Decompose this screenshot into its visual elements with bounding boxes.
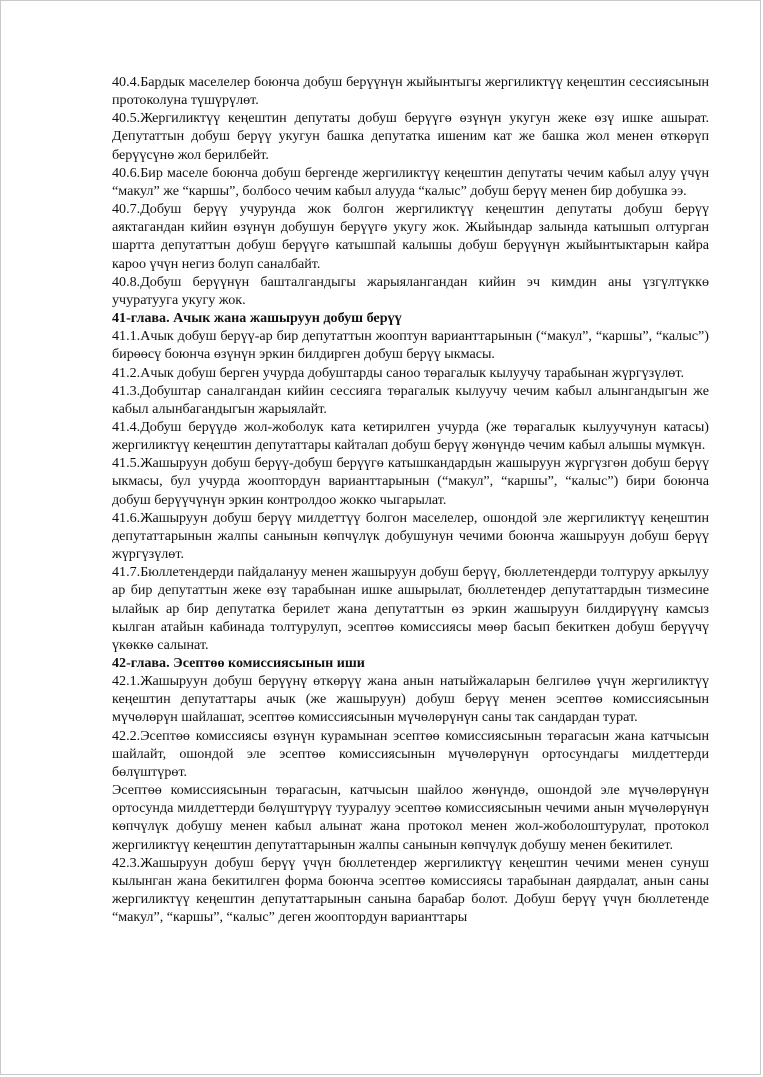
paragraph-40-4: 40.4.Бардык маселелер боюнча добуш берүүнүн жыйынтыгы жергиликтүү кеңештин сессиясынын протоколуна түшүрүлөт. [112,74,709,109]
paragraph-42-2: 42.2.Эсептөө комиссиясы өзүнүн курамынан эсептөө комиссиясынын төрагасын жана катчысын шайлайт, ошондой эле эсептөө комиссиясынын мүчөлөрүнүн ортосундагы милдеттерди бөлүштүрөт. [112,727,709,780]
paragraph-42-1: 42.1.Жашыруун добуш берүүнү өткөрүү жана анын натыйжаларын белгилөө үчүн жергиликтүү кеңештин депутаттары ачык (же жашыруун) добуш берүү менен эсептөө комиссиясынын мүчөлөрүн шайлашат, эсептөө комиссиясынын мүчөлөрүнүн саны так сандардан турат. [112,673,709,726]
paragraph-41-7: 41.7.Бюллетендерди пайдалануу менен жашыруун добуш берүү, бюллетендерди толтуруу аркылуу ар бир депутаттын жеке өзү тарабынан ишке ашырылат, бюллетендер депутаттардын тизмесине ылайык ар бир депутатка берилет жана депутаттын өз эркин жашыруун билдирүүнү камсыз кылган атайын кабинада толтурулуп, эсептөө комиссиясы мөөр басып бекиткен добуш берүүчү үкөккө салынат. [112,564,709,653]
chapter-42-heading: 42-глава. Эсептөө комиссиясынын иши [112,655,365,671]
paragraph-40-7: 40.7.Добуш берүү учурунда жок болгон жергиликтүү кеңештин депутаты добуш берүү аяктагандан кийин өзүнүн добушун берүүгө укугу жок. Жыйындар залында катышып олтурган шартта депутаттын добуш берүүгө катышпай калышы добуш берүүнүн жыйынтыктарын кайра кароо үчүн негиз болуп саналбайт. [112,201,709,272]
paragraph-41-4: 41.4.Добуш берүүдө жол-жоболук ката кетирилген учурда (же төрагалык кылуучунун катасы) жергиликтүү кеңештин депутаттары кайталап добуш берүү жөнүндө чечим кабыл алышы мүмкүн. [112,418,709,454]
document-body [112,73,709,926]
paragraph-40-6: 40.6.Бир маселе боюнча добуш бергенде жергиликтүү кеңештин депутаты чечим кабыл алуу үчүн “макул” же “каршы”, болбосо чечим кабыл алууда “калыс” добуш берүү менен бир добушка ээ. [112,164,709,199]
chapter-41-heading: 41-глава. Ачык жана жашыруун добуш берүү [112,310,402,327]
paragraph-40-8: 40.8.Добуш берүүнүн башталгандыгы жарыялангандан кийин эч кимдин аны үзгүлтүккө учуратууга укугу жок. [112,273,709,308]
paragraph-41-6: 41.6.Жашыруун добуш берүү милдеттүү болгон маселелер, ошондой эле жергиликтүү кеңештин депутаттарынын жалпы санынын көпчүлүк добушунун чечими боюнча жашыруун добуш берүү жүргүзүлөт. [112,509,709,563]
paragraph-41-3: 41.3.Добуштар саналгандан кийин сессияга төрагалык кылуучу чечим кабыл алынгандыгын же кабыл алынбагандыгын жарыялайт. [112,382,709,417]
paragraph-41-1: 41.1.Ачык добуш берүү-ар бир депутаттын жооптун варианттарынын (“макул”, “каршы”, “калыс”) бирөөсү боюнча өзүнүн эркин билдирген добуш берүү ыкмасы. [112,328,709,363]
paragraph-42-2-continued: Эсептөө комиссиясынын төрагасын, катчысын шайлоо жөнүндө, ошондой эле мүчөлөрүнүн ортосунда милдеттерди бөлүштүрүү тууралуу эсептөө комиссиясынын чечими анын мүчөлөрүнүн көпчүлүк добушу менен кабыл алынат жана протокол менен жол-жоболоштурулат, протокол жергиликтүү кеңештин депутаттарынын жалпы санынын көпчүлүк добушу менен бекитилет. [112,782,709,853]
paragraph-41-5: 41.5.Жашыруун добуш берүү-добуш берүүгө катышкандардын жашыруун жүргүзгөн добуш берүү ыкмасы, бул учурда жооптордун варианттарынын (“макул”, “каршы”, “калыс”) бири боюнча добуш берүүчүнүн эркин контролдоо жокко чыгарылат. [112,455,709,508]
paragraph-40-5: 40.5.Жергиликтүү кеңештин депутаты добуш берүүгө өзүнүн укугун жеке өзү ишке ашырат. Депутаттын добуш берүү укугун башка депутатка ишеним кат же башка жол менен өткөрүп берүүсүнө жол берилбейт. [112,110,709,163]
paragraph-42-3: 42.3.Жашыруун добуш берүү үчүн бюллетендер жергиликтүү кеңештин чечими менен сунуш кылынган жана бекитилген форма боюнча эсептөө комиссиясы тарабынан даярдалат, анын саны жергиликтүү кеңештин депутаттарынын санына барабар болот. Добуш берүү үчүн бюллетенде “макул”, “каршы”, “калыс” деген жооптордун варианттары [112,854,709,926]
paragraph-41-2: 41.2.Ачык добуш берген учурда добуштарды саноо төрагалык кылуучу тарабынан жүргүзүлөт. [112,364,684,381]
